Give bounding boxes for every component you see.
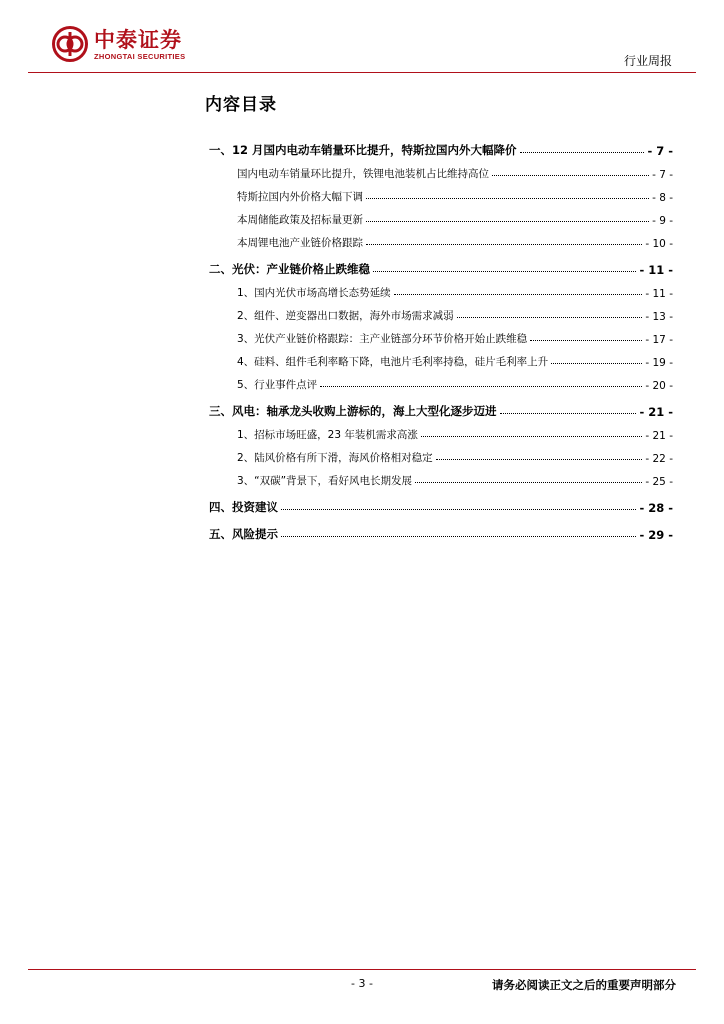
toc-dot-leader <box>457 317 643 318</box>
footer-disclaimer: 请务必阅读正文之后的重要声明部分 <box>492 978 676 992</box>
toc-entry-section-3[interactable] <box>205 396 673 419</box>
toc-heading: 内容目录 <box>205 95 277 115</box>
toc-entry-title: 1、招标市场旺盛，23 年装机需求高涨 <box>237 429 418 441</box>
toc-entry-page: - 19 - <box>645 357 673 369</box>
toc-entry-page: - 17 - <box>645 334 673 346</box>
report-type-label: 行业周报 <box>623 54 672 68</box>
company-logo <box>52 26 185 62</box>
toc-entry-page: - 11 - <box>645 288 673 300</box>
toc-entry-title: 5、行业事件点评 <box>237 379 318 391</box>
toc-entry-subsection[interactable] <box>205 158 673 181</box>
toc-entry-subsection[interactable] <box>205 419 673 442</box>
toc-entry-subsection[interactable] <box>205 181 673 204</box>
toc-entry-page: - 25 - <box>645 476 673 488</box>
toc-entry-page: - 7 - <box>647 144 673 158</box>
toc-entry-title: 二、光伏：产业链价格止跌维稳 <box>209 262 370 276</box>
toc-entry-title: 四、投资建议 <box>209 500 278 514</box>
toc-entry-subsection[interactable] <box>205 227 673 250</box>
toc-entry-section-1[interactable] <box>205 135 673 158</box>
toc-dot-leader <box>500 413 637 414</box>
toc-dot-leader <box>366 244 642 245</box>
toc-dot-leader <box>492 175 649 176</box>
page-header <box>0 0 724 80</box>
toc-entry-section-5[interactable] <box>205 519 673 542</box>
toc-entry-subsection[interactable] <box>205 277 673 300</box>
toc-dot-leader <box>551 363 642 364</box>
toc-entry-subsection[interactable] <box>205 323 673 346</box>
toc-entry-subsection[interactable] <box>205 346 673 369</box>
header-divider <box>28 72 696 73</box>
toc-entry-title: 三、风电：轴承龙头收购上游标的，海上大型化逐步迈进 <box>209 404 497 418</box>
toc-dot-leader <box>281 509 636 510</box>
toc-entry-page: - 21 - <box>645 430 673 442</box>
toc-dot-leader <box>520 152 645 153</box>
logo-text <box>94 28 185 61</box>
toc-entry-page: - 21 - <box>639 405 673 419</box>
toc-entry-subsection[interactable] <box>205 300 673 323</box>
toc-entry-page: - 9 - <box>652 215 673 227</box>
toc-dot-leader <box>436 459 643 460</box>
toc-entry-page: - 11 - <box>639 263 673 277</box>
toc-entry-subsection[interactable] <box>205 465 673 488</box>
table-of-contents <box>205 90 673 542</box>
toc-entry-section-4[interactable] <box>205 492 673 515</box>
toc-entry-title: 特斯拉国内外价格大幅下调 <box>237 191 363 203</box>
toc-dot-leader <box>530 340 642 341</box>
toc-entry-subsection[interactable] <box>205 369 673 392</box>
toc-entry-title: 本周储能政策及招标量更新 <box>237 214 363 226</box>
toc-entry-subsection[interactable] <box>205 204 673 227</box>
toc-dot-leader <box>320 386 642 387</box>
toc-entry-title: 3、光伏产业链价格跟踪：主产业链部分环节价格开始止跌维稳 <box>237 333 528 345</box>
brand-name-cn: 中泰证券 <box>94 27 182 52</box>
toc-entry-title: 一、12 月国内电动车销量环比提升，特斯拉国内外大幅降价 <box>209 143 517 157</box>
toc-entry-title: 国内电动车销量环比提升，铁锂电池装机占比维持高位 <box>237 168 489 180</box>
toc-entry-title: 1、国内光伏市场高增长态势延续 <box>237 287 391 299</box>
toc-entry-title: 2、组件、逆变器出口数据，海外市场需求减弱 <box>237 310 454 322</box>
toc-dot-leader <box>281 536 636 537</box>
toc-entry-title: 五、风险提示 <box>209 527 278 541</box>
toc-entry-page: - 20 - <box>645 380 673 392</box>
toc-entry-page: - 13 - <box>645 311 673 323</box>
zhongtai-logo-icon <box>52 26 88 62</box>
toc-dot-leader <box>394 294 643 295</box>
toc-entry-page: - 28 - <box>639 501 673 515</box>
toc-dot-leader <box>373 271 636 272</box>
footer-divider <box>28 969 696 970</box>
toc-dot-leader <box>421 436 642 437</box>
toc-entry-subsection[interactable] <box>205 442 673 465</box>
toc-entry-page: - 7 - <box>652 169 673 181</box>
toc-dot-leader <box>366 221 649 222</box>
brand-name-en: ZHONGTAI SECURITIES <box>94 51 186 61</box>
toc-dot-leader <box>415 482 642 483</box>
toc-entry-page: - 10 - <box>645 238 673 250</box>
toc-entry-page: - 22 - <box>645 453 673 465</box>
toc-entry-title: 3、“双碳”背景下，看好风电长期发展 <box>237 475 413 487</box>
toc-entry-section-2[interactable] <box>205 254 673 277</box>
page-number: - 3 - <box>351 977 373 990</box>
toc-entry-title: 4、硅料、组件毛利率略下降，电池片毛利率持稳，硅片毛利率上升 <box>237 356 549 368</box>
toc-entry-page: - 29 - <box>639 528 673 542</box>
toc-entry-title: 本周锂电池产业链价格跟踪 <box>237 237 363 249</box>
toc-dot-leader <box>366 198 649 199</box>
toc-entry-title: 2、陆风价格有所下滑，海风价格相对稳定 <box>237 452 433 464</box>
toc-entry-page: - 8 - <box>652 192 673 204</box>
